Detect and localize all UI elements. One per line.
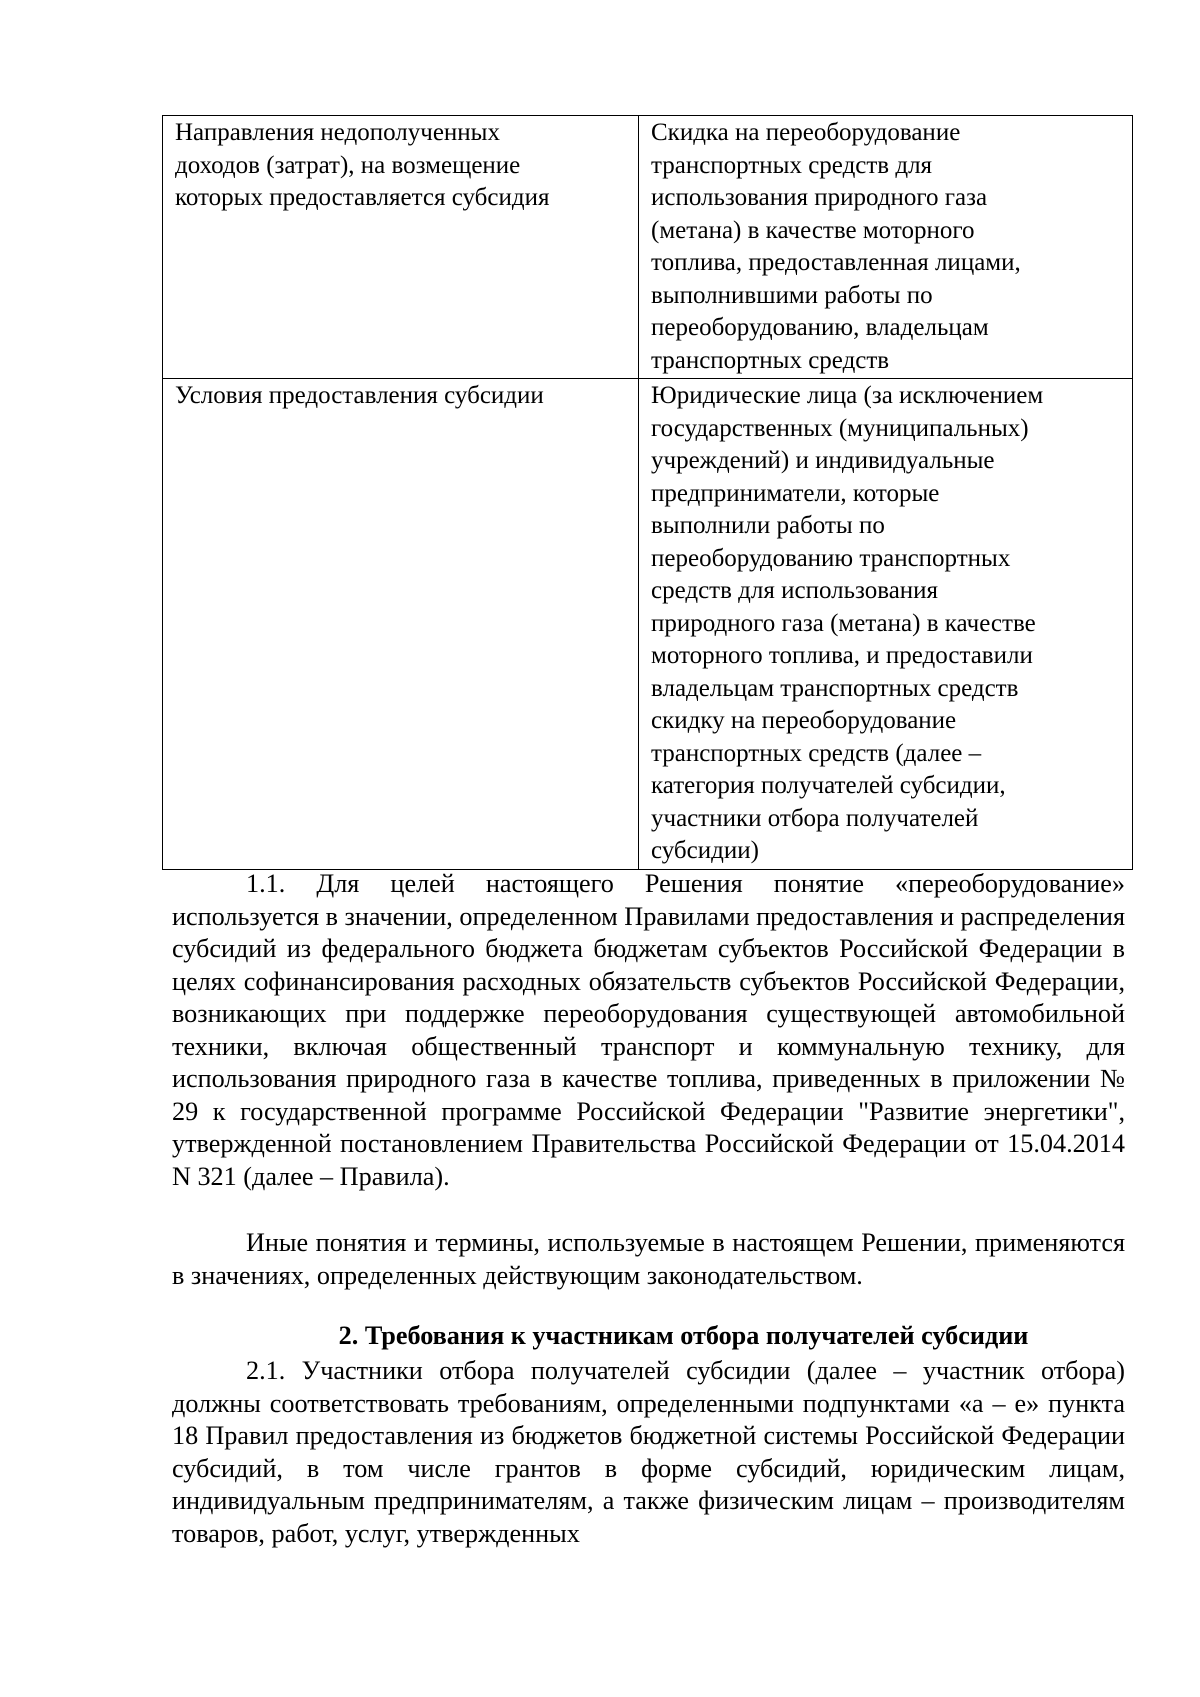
table-cell-value xyxy=(639,116,1133,379)
cell-text-line: средств для использования xyxy=(651,577,939,604)
cell-text-line: учреждений) и индивидуальные xyxy=(651,447,995,474)
cell-text-line: переоборудованию, владельцам xyxy=(651,314,989,341)
definition-paragraph xyxy=(172,868,1125,1193)
cell-text-line: переоборудованию транспортных xyxy=(651,544,1011,572)
table-row xyxy=(163,116,1133,379)
paragraph-2-1: 2.1. Участники отбора получателей субсидии (далее – участник отбора) должны соответствовать требованиям, определенными подпунктами «а – е» пункта 18 Правил предоставления из бюджетов бюджетной системы Российской Федерации субсидий, в том числе грантов в форме субсидий, юридическим лицам, индивидуальным предпринимателям, а также физическим лицам – производителям товаров, работ, услуг, утвержденных xyxy=(172,1356,1125,1548)
cell-text-line: которых предоставляется субсидия xyxy=(175,184,550,211)
cell-text-line: (метана) в качестве моторного xyxy=(651,216,975,244)
cell-text-line: транспортных средств xyxy=(651,346,890,374)
cell-text-line: транспортных средств (далее – xyxy=(651,739,982,767)
table-row xyxy=(163,379,1133,870)
cell-text-line: моторного топлива, и предоставили xyxy=(651,642,1033,669)
cell-text-line: использования природного газа xyxy=(651,184,988,211)
cell-text-line: государственных (муниципальных) xyxy=(651,414,1029,442)
cell-text-line: владельцам транспортных средств xyxy=(651,674,1019,702)
table-cell-value xyxy=(639,379,1133,870)
paragraph-terms: Иные понятия и термины, используемые в настоящем Решении, применяются в значениях, определенных действующим законодательством. xyxy=(172,1228,1125,1290)
terms-paragraph xyxy=(172,1227,1125,1292)
cell-text-line: Скидка на переоборудование xyxy=(651,119,961,146)
cell-text-line: природного газа (метана) в качестве xyxy=(651,609,1036,637)
cell-text-line: топлива, предоставленная лицами, xyxy=(651,249,1021,276)
table-cell-label xyxy=(163,116,639,379)
cell-text-line: предприниматели, которые xyxy=(651,479,940,507)
cell-text-line: категория получателей субсидии, xyxy=(651,772,1006,799)
requirements-paragraph xyxy=(172,1355,1125,1550)
cell-text-line: участники отбора получателей xyxy=(651,804,979,832)
cell-text-line: транспортных средств для xyxy=(651,151,933,179)
table-cell-label xyxy=(163,379,639,870)
cell-text-line: Юридические лица (за исключением xyxy=(651,382,1044,409)
cell-text-line: субсидии) xyxy=(651,837,759,864)
cell-text-line: доходов (затрат), на возмещение xyxy=(175,151,521,179)
cell-text-line: Условия предоставления субсидии xyxy=(175,382,544,409)
subsidy-info-table xyxy=(162,115,1133,870)
section-2-heading: 2. Требования к участникам отбора получателей субсидии xyxy=(338,1321,1029,1350)
cell-text-line: выполнили работы по xyxy=(651,512,885,539)
cell-text-line: выполнившими работы по xyxy=(651,281,933,309)
cell-text-line: Направления недополученных xyxy=(175,119,500,146)
cell-text-line: скидку на переоборудование xyxy=(651,707,957,734)
paragraph-1-1: 1.1. Для целей настоящего Решения понятие «переоборудование» используется в значении, определенном Правилами предоставления и распределения субсидий из федерального бюджета бюджетам субъектов Российской Федерации в целях софинансирования расходных обязательств субъектов Российской Федерации, возникающих при поддержке переоборудования существующей автомобильной техники, включая общественный транспорт и коммунальную технику, для использования природного газа в качестве топлива, приведенных в приложении № 29 к государственной программе Российской Федерации "Развитие энергетики", утвержденной постановлением Правительства Российской Федерации от 15.04.2014 N 321 (далее – Правила). xyxy=(172,869,1125,1191)
